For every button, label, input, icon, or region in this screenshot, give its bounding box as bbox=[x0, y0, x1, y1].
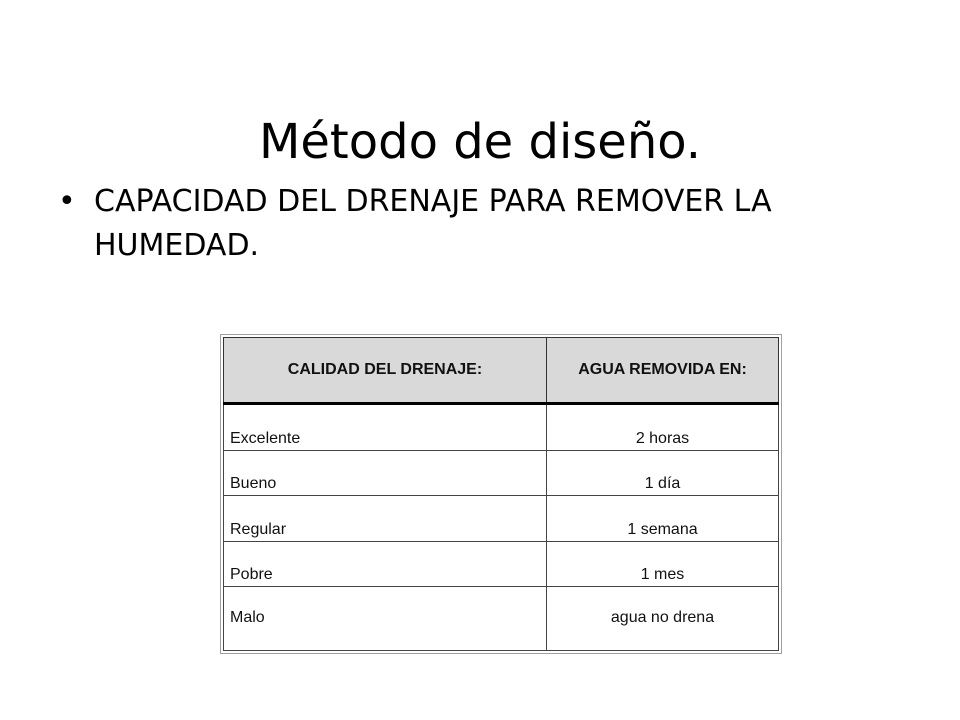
cell-removed: 1 día bbox=[547, 450, 779, 496]
slide-title: Método de diseño. bbox=[258, 114, 702, 171]
cell-quality: Bueno bbox=[224, 450, 547, 496]
cell-removed: agua no drena bbox=[547, 587, 779, 651]
cell-quality: Excelente bbox=[224, 404, 547, 451]
cell-removed: 1 semana bbox=[547, 496, 779, 542]
bullet-list bbox=[56, 180, 906, 268]
bullet-text: CAPACIDAD DEL DRENAJE PARA REMOVER LA HUMEDAD. bbox=[94, 184, 772, 263]
drainage-table-frame bbox=[220, 334, 782, 654]
cell-quality: Malo bbox=[224, 587, 547, 651]
bullet-marker: • bbox=[58, 184, 76, 219]
cell-removed: 1 mes bbox=[547, 541, 779, 587]
table-row bbox=[224, 587, 779, 651]
table-row bbox=[224, 450, 779, 496]
header-water-removed: AGUA REMOVIDA EN: bbox=[547, 338, 779, 404]
table-row bbox=[224, 541, 779, 587]
bullet-item bbox=[56, 180, 906, 268]
table-header-row bbox=[224, 338, 779, 404]
cell-quality: Regular bbox=[224, 496, 547, 542]
table-row bbox=[224, 404, 779, 451]
table-row bbox=[224, 496, 779, 542]
drainage-quality-table bbox=[223, 337, 779, 651]
cell-removed: 2 horas bbox=[547, 404, 779, 451]
cell-quality: Pobre bbox=[224, 541, 547, 587]
header-drainage-quality: CALIDAD DEL DRENAJE: bbox=[224, 338, 547, 404]
